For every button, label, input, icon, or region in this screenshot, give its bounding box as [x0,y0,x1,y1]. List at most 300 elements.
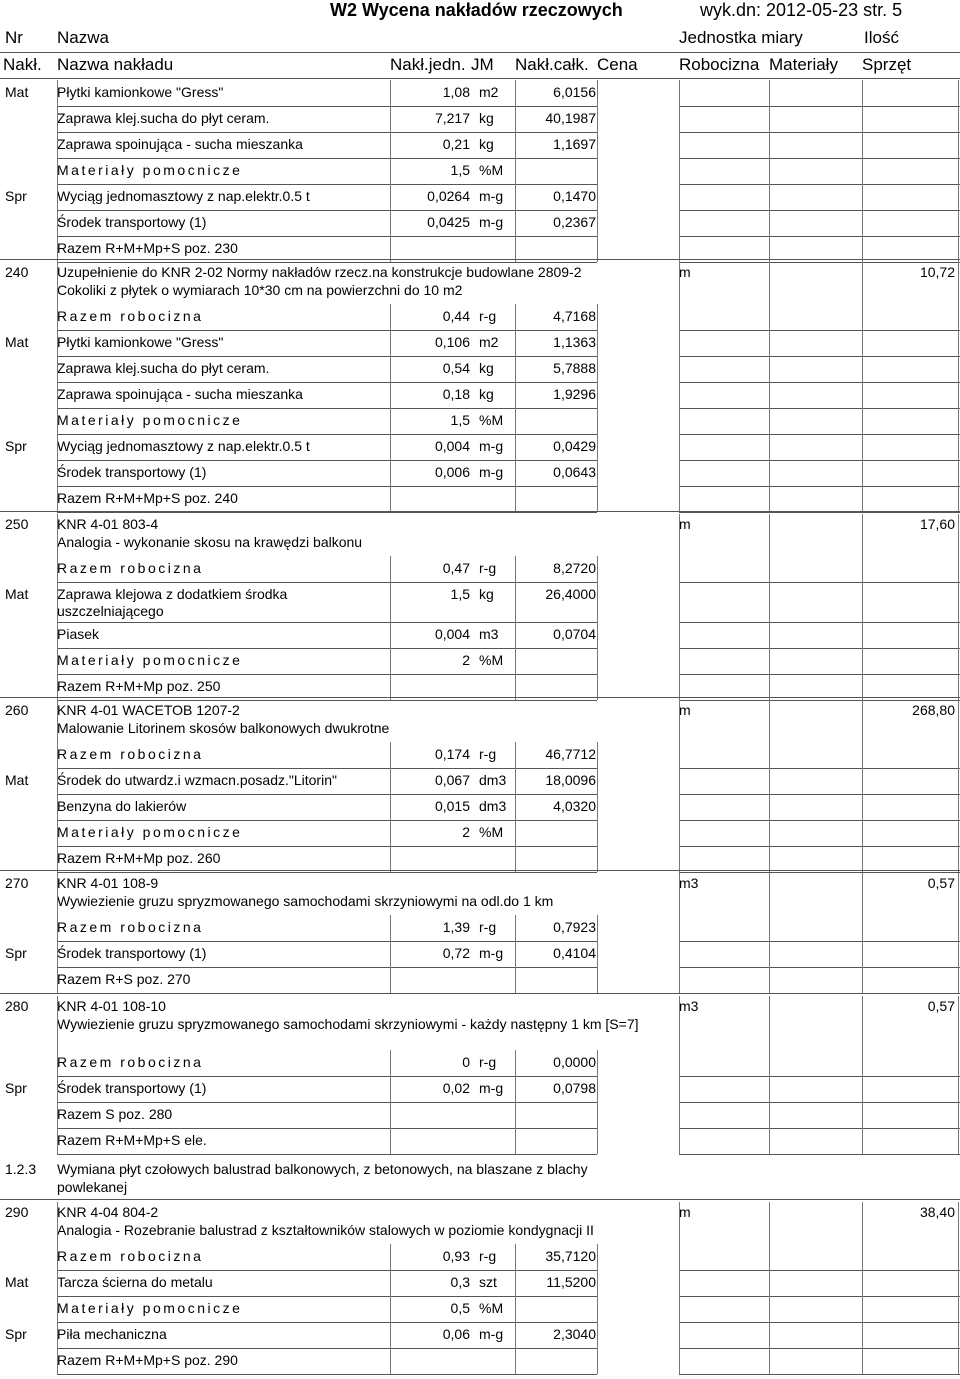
cell-border [515,408,516,434]
position-quantity: 268,80 [912,702,955,718]
cell-border [515,210,516,236]
cell-border [57,700,58,742]
cell-border [958,330,959,356]
cost-row [0,304,960,330]
cell-border [769,556,770,582]
row-norm: 0,015 [434,798,470,814]
row-unit: %M [479,652,504,668]
row-norm: 0,174 [434,746,470,762]
cell-border [679,158,680,184]
cell-border [679,1050,680,1076]
cell-border [597,582,598,622]
row-underline [57,1154,597,1155]
cell-border [862,382,863,408]
row-unit: r-g [479,919,497,935]
row-value: 6,0156 [553,84,596,100]
row-name: Środek transportowy (1) [57,945,207,961]
cell-border [958,158,959,184]
cell-border [597,434,598,460]
cell-border [515,1296,516,1322]
cell-border [597,304,598,330]
row-norm: 0,0264 [427,188,470,204]
cell-border [390,768,391,794]
row-unit: r-g [479,1248,497,1264]
row-unit: m2 [479,84,499,100]
cost-row [0,742,960,768]
cell-border [57,514,58,556]
cell-border [958,1050,959,1076]
cost-row [0,1322,960,1348]
cell-border [862,330,863,356]
cell-border [597,556,598,582]
row-name: Zaprawa spoinująca - sucha mieszanka [57,386,303,402]
cell-border [515,1050,516,1076]
cell-border [769,648,770,674]
cell-border [390,794,391,820]
cell-border [57,1076,58,1102]
cell-border [958,846,959,872]
cell-border [862,648,863,674]
cell-border [958,582,959,622]
row-type: Mat [5,772,29,788]
row-name: Zaprawa klej.sucha do płyt ceram. [57,360,270,376]
row-unit: m-g [479,464,504,480]
position-number: 260 [5,702,29,718]
cell-border [390,648,391,674]
cell-border [679,1202,680,1244]
cost-row [0,768,960,794]
position-divider [0,870,960,871]
cell-border [57,132,58,158]
col-robocizna: Robocizna [679,55,760,74]
cell-border [57,408,58,434]
row-underline [57,1374,597,1375]
cell-border [862,967,863,993]
cell-border [597,742,598,768]
cell-border [769,820,770,846]
row-norm: 0,47 [442,560,470,576]
cell-border [958,486,959,512]
row-name: Środek transportowy (1) [57,1080,207,1096]
position-divider [0,259,960,260]
position-divider [0,697,960,698]
cell-border [597,356,598,382]
cell-border [57,941,58,967]
cell-border [57,382,58,408]
cell-border [597,210,598,236]
row-norm: 0,21 [442,136,470,152]
row-norm: 0,93 [442,1248,470,1264]
cell-border [862,356,863,382]
cell-border [679,967,680,993]
position-divider [0,511,960,512]
cell-border [57,210,58,236]
cell-border [769,1102,770,1128]
cell-border [769,1296,770,1322]
row-name: Płytki kamionkowe "Gress" [57,334,224,350]
cell-border [597,80,598,106]
col-nakl: Nakł. [3,55,42,74]
cell-border [679,1128,680,1154]
cell-border [769,460,770,486]
row-name: Materiały pomocnicze [57,1300,243,1316]
cost-row [0,434,960,460]
cost-row [0,80,960,106]
col-jednostka: Jednostka miary [679,28,803,47]
cell-border [515,582,516,622]
cell-border [862,941,863,967]
cell-border [515,1244,516,1270]
cell-border [769,941,770,967]
cell-border [862,460,863,486]
row-name: Tarcza ścierna do metalu [57,1274,213,1290]
row-name: Razem R+M+Mp+S poz. 230 [57,240,238,256]
cell-border [597,408,598,434]
cell-border [390,184,391,210]
col-nazwa-nakladu: Nazwa nakładu [57,55,174,74]
cell-border [862,434,863,460]
position-code: Uzupełnienie do KNR 2-02 Normy nakładów rzecz.na konstrukcje budowlane 2809-2 [57,264,582,280]
row-value: 0,0704 [553,626,596,642]
cell-border [57,622,58,648]
row-type: Mat [5,84,29,100]
cell-border [390,1322,391,1348]
row-value: 18,0096 [545,772,596,788]
cell-border [958,915,959,941]
cell-border [679,846,680,872]
row-value: 40,1987 [545,110,596,126]
position-divider [0,1199,960,1200]
cell-border [515,382,516,408]
cell-border [679,460,680,486]
cell-border [862,996,863,1050]
cell-border [57,486,58,512]
cell-border [769,262,770,304]
row-name: Razem R+M+Mp poz. 250 [57,678,221,694]
position-quantity: 0,57 [927,998,955,1014]
cell-border [390,460,391,486]
cell-border [862,794,863,820]
row-unit: m3 [479,626,499,642]
row-unit: m-g [479,214,504,230]
cell-border [769,514,770,556]
cell-border [679,434,680,460]
cell-border [958,356,959,382]
cell-border [862,1348,863,1374]
cell-border [57,967,58,993]
cell-border [769,742,770,768]
row-unit: %M [479,824,504,840]
cell-border [515,184,516,210]
cell-border [769,158,770,184]
row-value: 0,0798 [553,1080,596,1096]
position-code: KNR 4-01 108-9 [57,875,159,891]
cell-border [57,106,58,132]
position-description: Wywiezienie gruzu spryzmowanego samochodami skrzyniowymi na odl.do 1 km [57,893,554,909]
row-value: 1,1363 [553,334,596,350]
cost-row [0,794,960,820]
cell-border [679,820,680,846]
row-value: 0,0429 [553,438,596,454]
cell-border [862,556,863,582]
position-unit: m [679,702,691,718]
cell-border [515,648,516,674]
cell-border [679,622,680,648]
row-norm: 7,217 [434,110,470,126]
cost-row [0,648,960,674]
cell-border [769,794,770,820]
cell-border [57,1296,58,1322]
cell-border [862,582,863,622]
cell-border [597,106,598,132]
cell-border [390,1050,391,1076]
row-name: Razem R+M+Mp poz. 260 [57,850,221,866]
cell-border [390,408,391,434]
report-date-page: wyk.dn: 2012-05-23 str. 5 [700,0,903,20]
row-unit: r-g [479,746,497,762]
col-nakl-cal: Nakł.całk. [515,55,589,74]
row-unit: m-g [479,945,504,961]
row-type: Spr [5,1080,27,1096]
row-unit: m-g [479,188,504,204]
row-unit: dm3 [479,798,507,814]
cell-border [958,1202,959,1244]
cell-border [597,941,598,967]
cell-border [679,941,680,967]
row-value: 0,4104 [553,945,596,961]
cell-border [679,582,680,622]
cell-border [390,1270,391,1296]
cell-border [862,80,863,106]
cell-border [862,1076,863,1102]
cell-border [862,408,863,434]
cell-border [679,768,680,794]
cell-border [679,382,680,408]
cell-border [515,1128,516,1154]
row-norm: 0,067 [434,772,470,788]
cell-border [515,356,516,382]
cell-border [515,132,516,158]
row-norm: 1,39 [442,919,470,935]
cell-border [57,996,58,1050]
cell-border [57,80,58,106]
cell-border [862,158,863,184]
row-norm: 1,5 [450,586,470,602]
cell-border [390,106,391,132]
row-value: 35,7120 [545,1248,596,1264]
cell-border [597,967,598,993]
cell-border [390,330,391,356]
row-underline [57,700,597,701]
cell-border [390,915,391,941]
position-description: Analogia - Rozebranie balustrad z kształtowników stalowych w poziomie kondygnacji II [57,1222,594,1238]
cell-border [679,408,680,434]
row-name: Razem robocizna [57,919,204,935]
cell-border [57,794,58,820]
row-name: Materiały pomocnicze [57,652,243,668]
cell-border [597,460,598,486]
row-type: Mat [5,334,29,350]
cell-border [862,1322,863,1348]
cell-border [769,996,770,1050]
cost-row [0,382,960,408]
cell-border [679,648,680,674]
cell-border [769,434,770,460]
row-value: 26,4000 [545,586,596,602]
row-name: Płytki kamionkowe "Gress" [57,84,224,100]
cell-border [679,556,680,582]
cell-border [515,915,516,941]
cell-border [597,1322,598,1348]
cell-border [57,1102,58,1128]
cell-border [597,486,598,512]
cell-border [515,486,516,512]
cell-border [769,1076,770,1102]
cell-border [679,356,680,382]
position-unit: m [679,264,691,280]
cell-border [958,967,959,993]
col-sprzet: Sprzęt [862,55,912,74]
row-norm: 2 [462,824,470,840]
row-norm: 0,02 [442,1080,470,1096]
cell-border [862,820,863,846]
col-nakl-jedn: Nakł.jedn. [390,55,466,74]
cell-border [515,158,516,184]
cost-row [0,1128,960,1154]
row-name: Razem R+M+Mp+S ele. [57,1132,207,1148]
cell-border [769,967,770,993]
row-norm: 1,5 [450,162,470,178]
cell-border [597,132,598,158]
cell-border [769,330,770,356]
row-underline [679,262,960,263]
row-value: 0,0643 [553,464,596,480]
row-norm: 0,54 [442,360,470,376]
cell-border [862,1296,863,1322]
position-unit: m3 [679,875,699,891]
cell-border [862,106,863,132]
cell-border [679,1296,680,1322]
row-type: Spr [5,188,27,204]
cell-border [390,820,391,846]
cell-border [958,873,959,915]
row-unit: m-g [479,1080,504,1096]
cell-border [390,158,391,184]
row-norm: 0,004 [434,438,470,454]
col-jm: JM [471,55,494,74]
cell-border [679,184,680,210]
row-unit: %M [479,162,504,178]
cell-border [390,434,391,460]
row-norm: 0,3 [450,1274,470,1290]
cell-border [769,210,770,236]
position-code: KNR 4-01 WACETOB 1207-2 [57,702,240,718]
cell-border [958,768,959,794]
cell-border [862,1202,863,1244]
cell-border [679,80,680,106]
cost-row [0,486,960,512]
cell-border [769,1244,770,1270]
cell-border [515,460,516,486]
position-description: Malowanie Litorinem skosów balkonowych dwukrotne [57,720,390,736]
cell-border [958,622,959,648]
row-norm: 0,18 [442,386,470,402]
cell-border [679,996,680,1050]
row-unit: m-g [479,1326,504,1342]
row-type: Spr [5,945,27,961]
cell-border [597,768,598,794]
position-description: Analogia - wykonanie skosu na krawędzi balkonu [57,534,363,550]
cell-border [769,1202,770,1244]
position-quantity: 10,72 [919,264,955,280]
cell-border [958,408,959,434]
cell-border [679,106,680,132]
cell-border [862,132,863,158]
cell-border [769,1270,770,1296]
cell-border [515,967,516,993]
cell-border [57,1050,58,1076]
cell-border [390,967,391,993]
cell-border [57,556,58,582]
cell-border [958,556,959,582]
cell-border [769,408,770,434]
cell-border [597,382,598,408]
row-value: 0,0000 [553,1054,596,1070]
cell-border [390,622,391,648]
cell-border [390,941,391,967]
cost-row [0,356,960,382]
cell-border [390,556,391,582]
row-underline [57,872,597,873]
cell-border [390,582,391,622]
cell-border [958,794,959,820]
row-name: Materiały pomocnicze [57,412,243,428]
row-unit: kg [479,136,494,152]
cell-border [958,700,959,742]
row-norm: 0,44 [442,308,470,324]
cell-border [769,622,770,648]
cell-border [769,106,770,132]
cell-border [597,1102,598,1128]
cell-border [390,1076,391,1102]
row-underline [57,262,597,263]
header-bottom-line [0,78,960,79]
cell-border [679,742,680,768]
cell-border [769,915,770,941]
cell-border [958,434,959,460]
cell-border [862,1102,863,1128]
row-norm: 0,106 [434,334,470,350]
row-name: Zaprawa klej.sucha do płyt ceram. [57,110,270,126]
col-cena: Cena [597,55,638,74]
cell-border [958,210,959,236]
cost-row [0,184,960,210]
cell-border [390,1102,391,1128]
row-name: Razem S poz. 280 [57,1106,173,1122]
position-number: 280 [5,998,29,1014]
cell-border [958,262,959,304]
cell-border [958,1076,959,1102]
cell-border [57,768,58,794]
cell-border [515,1270,516,1296]
cell-border [958,1102,959,1128]
position-description: Wywiezienie gruzu spryzmowanego samochodami skrzyniowymi - każdy następny 1 km [S=7] [57,1016,639,1032]
cell-border [597,1128,598,1154]
cell-border [515,941,516,967]
cell-border [597,648,598,674]
row-type: Spr [5,438,27,454]
row-unit: %M [479,1300,504,1316]
